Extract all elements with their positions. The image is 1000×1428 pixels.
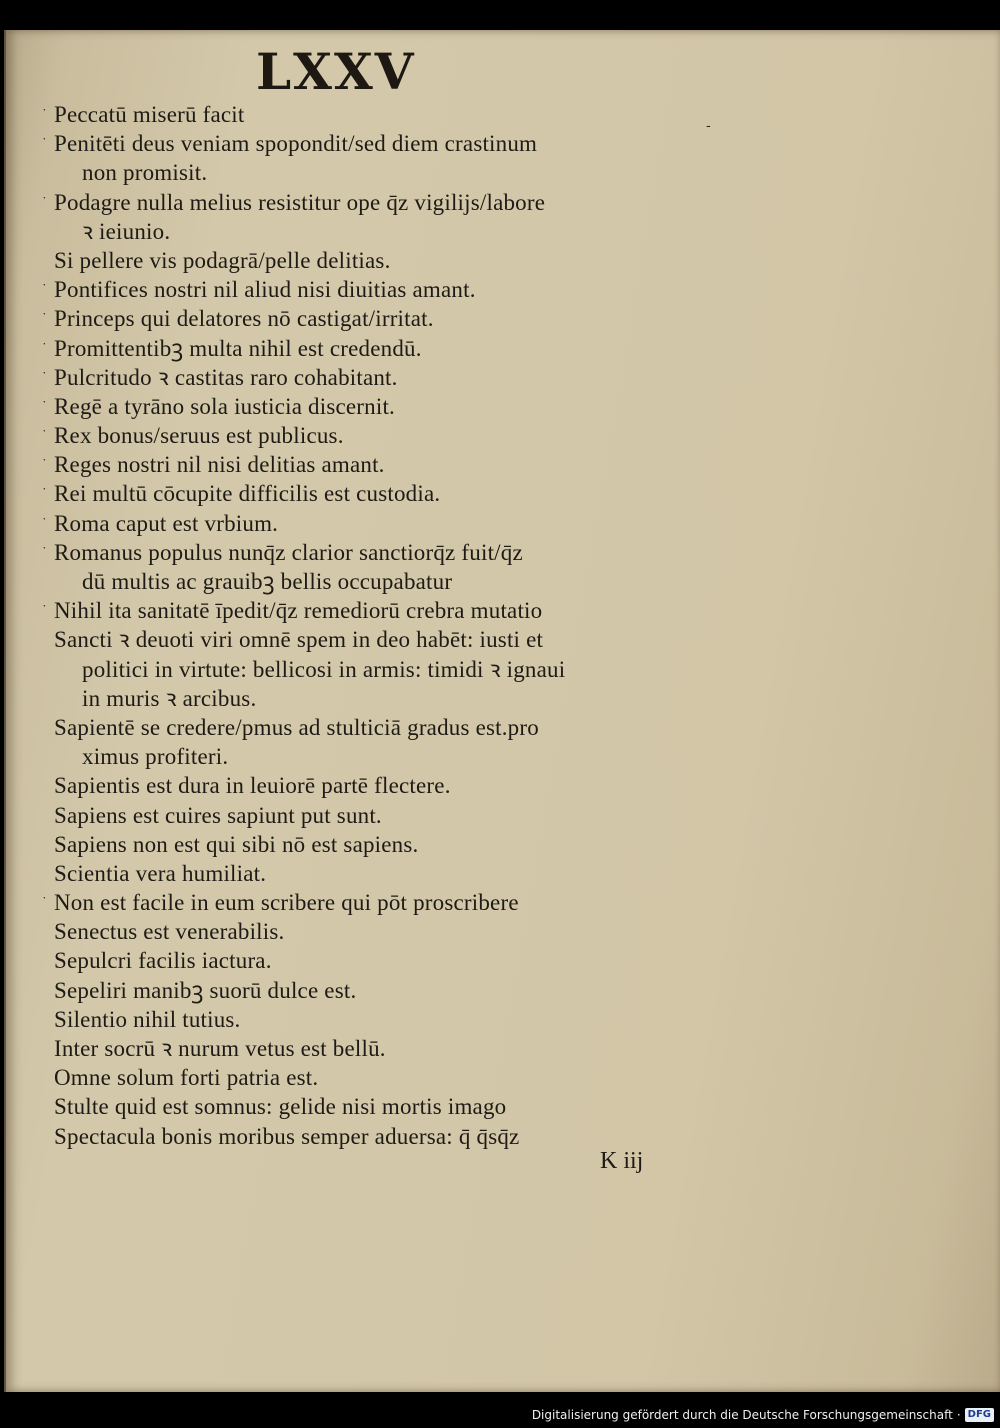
line-text: Sepeliri manibꝫ suorū dulce est. [54, 977, 357, 1003]
text-line [42, 334, 732, 363]
text-line [42, 1005, 732, 1034]
text-line [42, 246, 732, 275]
footer-text: Digitalisierung gefördert durch die Deutsche Forschungsgemeinschaft [531, 1408, 953, 1422]
text-line [42, 976, 732, 1005]
line-text: Nihil ita sanitatē īpedit/q̄z remediorū crebra mutatio [54, 598, 543, 624]
line-text: Silentio nihil tutius. [54, 1006, 241, 1032]
line-text: Promittentibꝫ multa nihil est credendū. [54, 335, 422, 361]
text-line [42, 801, 732, 830]
line-text: Peccatū miserū facit [54, 102, 245, 127]
footer-credit [532, 1404, 994, 1426]
text-line [42, 742, 732, 771]
line-text: Sapientē se credere/pmus ad stulticiā gradus est.pro [54, 714, 539, 740]
text-block [42, 100, 732, 1151]
line-text: Omne solum forti patria est. [54, 1065, 319, 1091]
text-line [42, 625, 732, 654]
text-line [42, 509, 732, 538]
paragraph-mark-icon: ˙ [42, 311, 47, 327]
paragraph-mark-icon: ˙ [42, 457, 47, 473]
line-text: Podagre nulla melius resistitur ope q̄z vigilijs/labore [54, 189, 546, 215]
text-line [42, 1122, 732, 1151]
line-text: Sancti ꝛ deuoti viri omnē spem in deo habēt: iusti et [54, 627, 544, 653]
paragraph-mark-icon: ˙ [42, 340, 47, 356]
text-line [42, 596, 732, 625]
text-line [42, 1092, 732, 1121]
paragraph-mark-icon: ˙ [42, 107, 47, 122]
text-line [42, 888, 732, 917]
paragraph-mark-icon: ˙ [42, 136, 47, 152]
text-line [42, 450, 732, 479]
line-text: Inter socrū ꝛ nurum vetus est bellū. [54, 1036, 386, 1061]
text-line [42, 771, 732, 800]
line-text: ꝛ ieiunio. [82, 218, 171, 244]
line-text: politici in virtute: bellicosi in armis: timidi ꝛ ignaui [82, 656, 566, 682]
line-text: Romanus populus nunq̄z clarior sanctiorq̄z fuit/q̄z [54, 539, 523, 565]
paragraph-mark-icon: ˙ [42, 369, 47, 385]
text-line [42, 421, 732, 450]
text-line [42, 1063, 732, 1092]
line-text: Sapiens non est qui sibi nō est sapiens. [54, 831, 419, 857]
text-line [42, 158, 732, 187]
paragraph-mark-icon: ˙ [42, 895, 47, 911]
line-text: dū multis ac grauibꝫ bellis occupabatur [82, 569, 453, 594]
paragraph-mark-icon: ˙ [42, 515, 47, 531]
text-line [42, 188, 732, 217]
text-line [42, 917, 732, 946]
folio-number: LXXV [256, 42, 416, 101]
line-text: in muris ꝛ arcibus. [82, 685, 257, 711]
paragraph-mark-icon: ˙ [42, 282, 47, 298]
line-text: Sapientis est dura in leuiorē partē flectere. [54, 773, 451, 799]
line-text: Sepulcri facilis iactura. [54, 948, 272, 974]
line-text: Sapiens est cuires sapiunt put sunt. [54, 802, 382, 828]
signature-mark: K iij [600, 1148, 644, 1174]
text-line [42, 946, 732, 975]
text-line [42, 100, 732, 129]
dfg-logo-icon: DFG [965, 1408, 994, 1422]
line-text: Reges nostri nil nisi delitias amant. [54, 452, 385, 478]
text-line [42, 217, 732, 246]
text-line [42, 363, 732, 392]
line-text: Pontifices nostri nil aliud nisi diuitias amant. [54, 277, 476, 303]
text-line [42, 479, 732, 508]
line-text: Senectus est venerabilis. [54, 919, 285, 945]
line-text: Pulcritudo ꝛ castitas raro cohabitant. [54, 364, 398, 390]
paragraph-mark-icon: ˙ [42, 398, 47, 414]
text-line [42, 392, 732, 421]
paragraph-mark-icon: ˙ [42, 428, 47, 444]
line-text: Non est facile in eum scribere qui pōt proscribere [54, 890, 519, 916]
text-line [42, 567, 732, 596]
text-line [42, 129, 732, 158]
text-line [42, 859, 732, 888]
paragraph-mark-icon: ˙ [42, 544, 47, 560]
paragraph-mark-icon: ˙ [42, 603, 47, 619]
line-text: Regē a tyrāno sola iusticia discernit. [54, 393, 395, 419]
text-line [42, 830, 732, 859]
paragraph-mark-icon: ˙ [42, 194, 47, 210]
line-text: Princeps qui delatores nō castigat/irritat. [54, 306, 434, 332]
line-text: Penitēti deus veniam spopondit/sed diem crastinum [54, 131, 538, 157]
text-line [42, 1034, 732, 1063]
line-text: Rex bonus/seruus est publicus. [54, 423, 344, 449]
margin-mark: - [706, 118, 711, 134]
text-line [42, 684, 732, 713]
line-text: Spectacula bonis moribus semper aduersa: q̄ q̄sq̄z [54, 1123, 520, 1149]
text-line [42, 655, 732, 684]
text-line [42, 275, 732, 304]
line-text: Stulte quid est somnus: gelide nisi mortis imago [54, 1094, 507, 1120]
line-text: ximus profiteri. [82, 744, 229, 770]
line-text: Roma caput est vrbium. [54, 510, 279, 536]
text-line [42, 713, 732, 742]
line-text: non promisit. [82, 160, 208, 186]
paragraph-mark-icon: ˙ [42, 486, 47, 502]
line-text: Scientia vera humiliat. [54, 860, 267, 886]
line-text: Si pellere vis podagrā/pelle delitias. [54, 247, 391, 273]
text-line [42, 304, 732, 333]
footer-separator: · [956, 1408, 961, 1422]
text-line [42, 538, 732, 567]
line-text: Rei multū cōcupite difficilis est custodia. [54, 481, 441, 507]
